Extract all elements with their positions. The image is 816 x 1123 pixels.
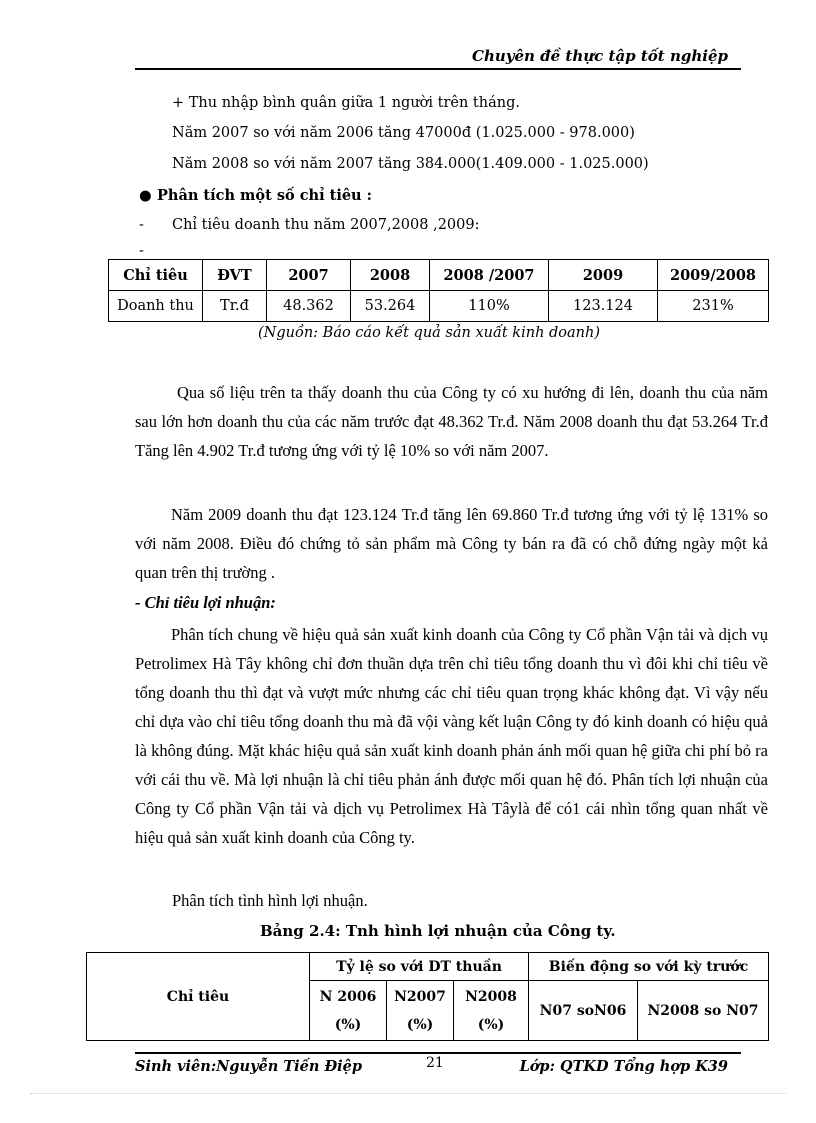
- table-cell: 48.362: [267, 291, 351, 322]
- table-header-cell: 2008 /2007: [430, 260, 549, 291]
- dash-item-2: [139, 243, 144, 259]
- table-header-row: [109, 260, 769, 291]
- column-year: N2007: [394, 988, 446, 1005]
- table-cell: Tr.đ: [203, 291, 267, 322]
- bullet-item: [139, 187, 372, 204]
- header-rule: [135, 68, 741, 70]
- footer-rule: [135, 1052, 741, 1054]
- intro-line-2: Năm 2007 so với năm 2006 tăng 47000đ (1.025.000 - 978.000): [172, 125, 635, 141]
- column-unit: (%): [406, 1016, 434, 1033]
- footer-class: Lớp: QTKD Tổng hợp K39: [519, 1058, 728, 1075]
- page-edge-guide: [30, 1093, 786, 1094]
- bullet-icon: ●: [139, 187, 152, 204]
- table-header-row: [87, 953, 769, 981]
- footer-student: Sinh viên:Nguyễn Tiến Điệp: [135, 1058, 363, 1075]
- table-cell: 53.264: [351, 291, 430, 322]
- table-header-cell: ĐVT: [203, 260, 267, 291]
- table-header-cell: N2008 so N07: [638, 981, 769, 1041]
- table-source: (Nguồn: Báo cáo kết quả sản xuất kinh doanh): [258, 325, 601, 341]
- table-header-cell: 2009: [549, 260, 658, 291]
- table-header-cell: [387, 981, 454, 1041]
- dash-icon: -: [139, 217, 144, 233]
- table-header-cell: 2009/2008: [658, 260, 769, 291]
- table-cell: 231%: [658, 291, 769, 322]
- table-cell: 110%: [430, 291, 549, 322]
- paragraph-4: Phân tích tình hình lợi nhuận.: [172, 891, 368, 910]
- column-year: N 2006: [319, 988, 377, 1005]
- dash-item-1: [139, 217, 480, 233]
- paragraph-1: Qua số liệu trên ta thấy doanh thu của Công ty có xu hướng đi lên, doanh thu của năm sau lớn hơn doanh thu của các năm trước đạt 48.362 Tr.đ. Năm 2008 doanh thu đạt 53.264 Tr.đ Tăng lên 4.902 Tr.đ tương ứng với tỷ lệ 10% so với năm 2007.: [135, 383, 768, 460]
- table-header-cell: N07 soN06: [529, 981, 638, 1041]
- header-title: Chuyên đề thực tập tốt nghiệp: [472, 47, 728, 65]
- table-header-cell: Chỉ tiêu: [109, 260, 203, 291]
- table-header-cell: Chỉ tiêu: [87, 953, 310, 1041]
- column-unit: (%): [334, 1016, 362, 1033]
- table-header-cell: Biến động so với kỳ trước: [529, 953, 769, 981]
- table-2-title: Bảng 2.4: Tnh hình lợi nhuận của Công ty.: [260, 922, 616, 940]
- revenue-table: [108, 259, 769, 322]
- bullet-text: Phân tích một số chỉ tiêu :: [157, 187, 373, 204]
- column-year: N2008: [465, 988, 517, 1005]
- dash-icon: -: [139, 243, 144, 259]
- intro-line-3: Năm 2008 so với năm 2007 tăng 384.000(1.409.000 - 1.025.000): [172, 156, 649, 172]
- table-header-cell: 2007: [267, 260, 351, 291]
- paragraph-2: Năm 2009 doanh thu đạt 123.124 Tr.đ tăng lên 69.860 Tr.đ tương ứng với tỷ lệ 131% so với năm 2008. Điều đó chứng tỏ sản phẩm mà Công ty bán ra đã có chỗ đứng ngày một kả quan trên thị trường .: [135, 505, 768, 582]
- dash-text: Chỉ tiêu doanh thu năm 2007,2008 ,2009:: [172, 217, 480, 233]
- table-header-cell: Tỷ lệ so với DT thuần: [310, 953, 529, 981]
- subheading: - Chỉ tiêu lợi nhuận:: [135, 593, 276, 612]
- table-row: [109, 291, 769, 322]
- table-cell: Doanh thu: [109, 291, 203, 322]
- table-header-cell: [454, 981, 529, 1041]
- profit-table: [86, 952, 769, 1041]
- intro-line-1: + Thu nhập bình quân giữa 1 người trên tháng.: [172, 95, 520, 111]
- paragraph-3: Phân tích chung về hiệu quả sản xuất kinh doanh của Công ty Cổ phần Vận tải và dịch vụ Petrolimex Hà Tây không chỉ đơn thuần dựa trên chỉ tiêu tổng doanh thu vì đôi khi chỉ tiêu về tổng doanh thu thì đạt và vượt mức nhưng các chỉ tiêu quan trọng khác không đạt. Vì vậy nếu chỉ dựa vào chỉ tiêu tổng doanh thu mà đã vội vàng kết luận Công ty đó kinh doanh có hiệu quả là không đúng. Mặt khác hiệu quả sản xuất kinh doanh phản ánh mối quan hệ giữa chi phí bỏ ra với cái thu về. Mà lợi nhuận là chỉ tiêu phản ánh được mối quan hệ đó. Phân tích lợi nhuận của Công ty Cổ phần Vận tải và dịch vụ Petrolimex Hà Tâylà để có1 cái nhìn tổng quan nhất về hiệu quả sản xuất kinh doanh của Công ty.: [135, 625, 768, 847]
- column-unit: (%): [477, 1016, 505, 1033]
- page-number: 21: [426, 1055, 444, 1071]
- table-cell: 123.124: [549, 291, 658, 322]
- table-header-cell: 2008: [351, 260, 430, 291]
- table-header-cell: [310, 981, 387, 1041]
